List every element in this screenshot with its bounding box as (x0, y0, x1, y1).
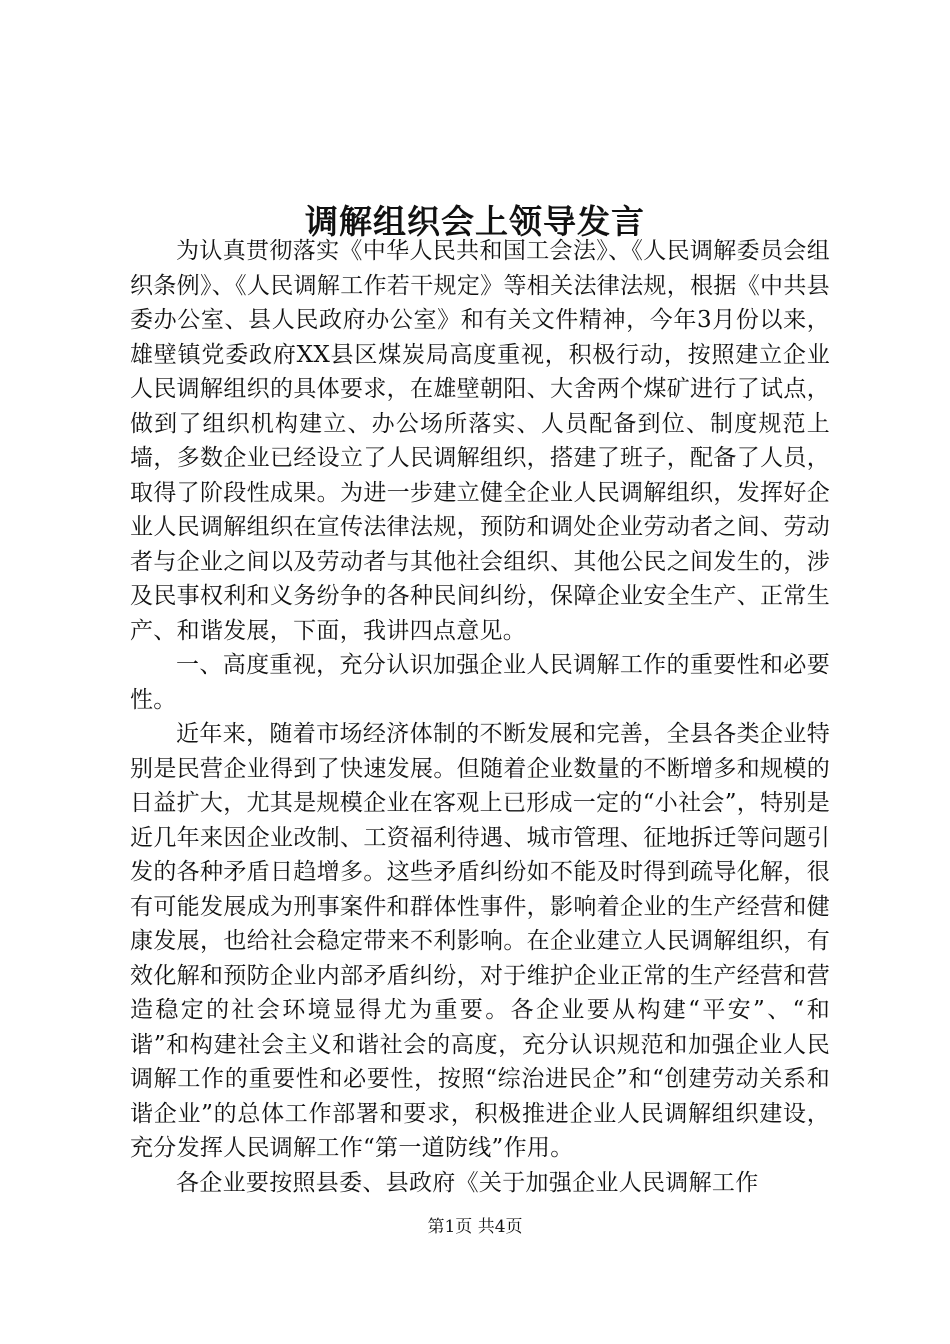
page-footer: 第1页 共4页 (427, 1217, 523, 1237)
document-body (130, 234, 830, 1200)
paragraph-section-1-body: 近年来，随着市场经济体制的不断发展和完善，全县各类企业特别是民营企业得到了快速发展。但随着企业数量的不断增多和规模的日益扩大，尤其是规模企业在客观上已形成一定的“小社会”，特别是近几年来因企业改制、工资福利待遇、城市管理、征地拆迁等问题引发的各种矛盾日趋增多。这些矛盾纠纷如不能及时得到疏导化解，很有可能发展成为刑事案件和群体性事件，影响着企业的生产经营和健康发展，也给社会稳定带来不利影响。在企业建立人民调解组织，有效化解和预防企业内部矛盾纠纷，对于维护企业正常的生产经营和营造稳定的社会环境显得尤为重要。各企业要从构建“平安”、“和谐”和构建社会主义和谐社会的高度，充分认识规范和加强企业人民调解工作的重要性和必要性，按照“综治进民企”和“创建劳动关系和谐企业”的总体工作部署和要求，积极推进企业人民调解组织建设，充分发挥人民调解工作“第一道防线”作用。 (130, 721, 830, 1161)
paragraph-intro: 为认真贯彻落实《中华人民共和国工会法》、《人民调解委员会组织条例》、《人民调解工作若干规定》等相关法律法规，根据《中共县委办公室、县人民政府办公室》和有关文件精神，今年3月份以来，雄壁镇党委政府XX县区煤炭局高度重视，积极行动，按照建立企业人民调解组织的具体要求，在雄壁朝阳、大舍两个煤矿进行了试点，做到了组织机构建立、办公场所落实、人员配备到位、制度规范上墙，多数企业已经设立了人民调解组织，搭建了班子，配备了人员，取得了阶段性成果。为进一步建立健全企业人民调解组织，发挥好企业人民调解组织在宣传法律法规，预防和调处企业劳动者之间、劳动者与企业之间以及劳动者与其他社会组织、其他公民之间发生的，涉及民事权利和义务纷争的各种民间纠纷，保障企业安全生产、正常生产、和谐发展，下面，我讲四点意见。 (130, 238, 830, 644)
paragraph-section-heading-1: 一、高度重视，充分认识加强企业人民调解工作的重要性和必要性。 (130, 652, 830, 713)
document-title: 调解组织会上领导发言 (305, 202, 645, 242)
paragraph-continued: 各企业要按照县委、县政府《关于加强企业人民调解工作 (176, 1169, 759, 1196)
